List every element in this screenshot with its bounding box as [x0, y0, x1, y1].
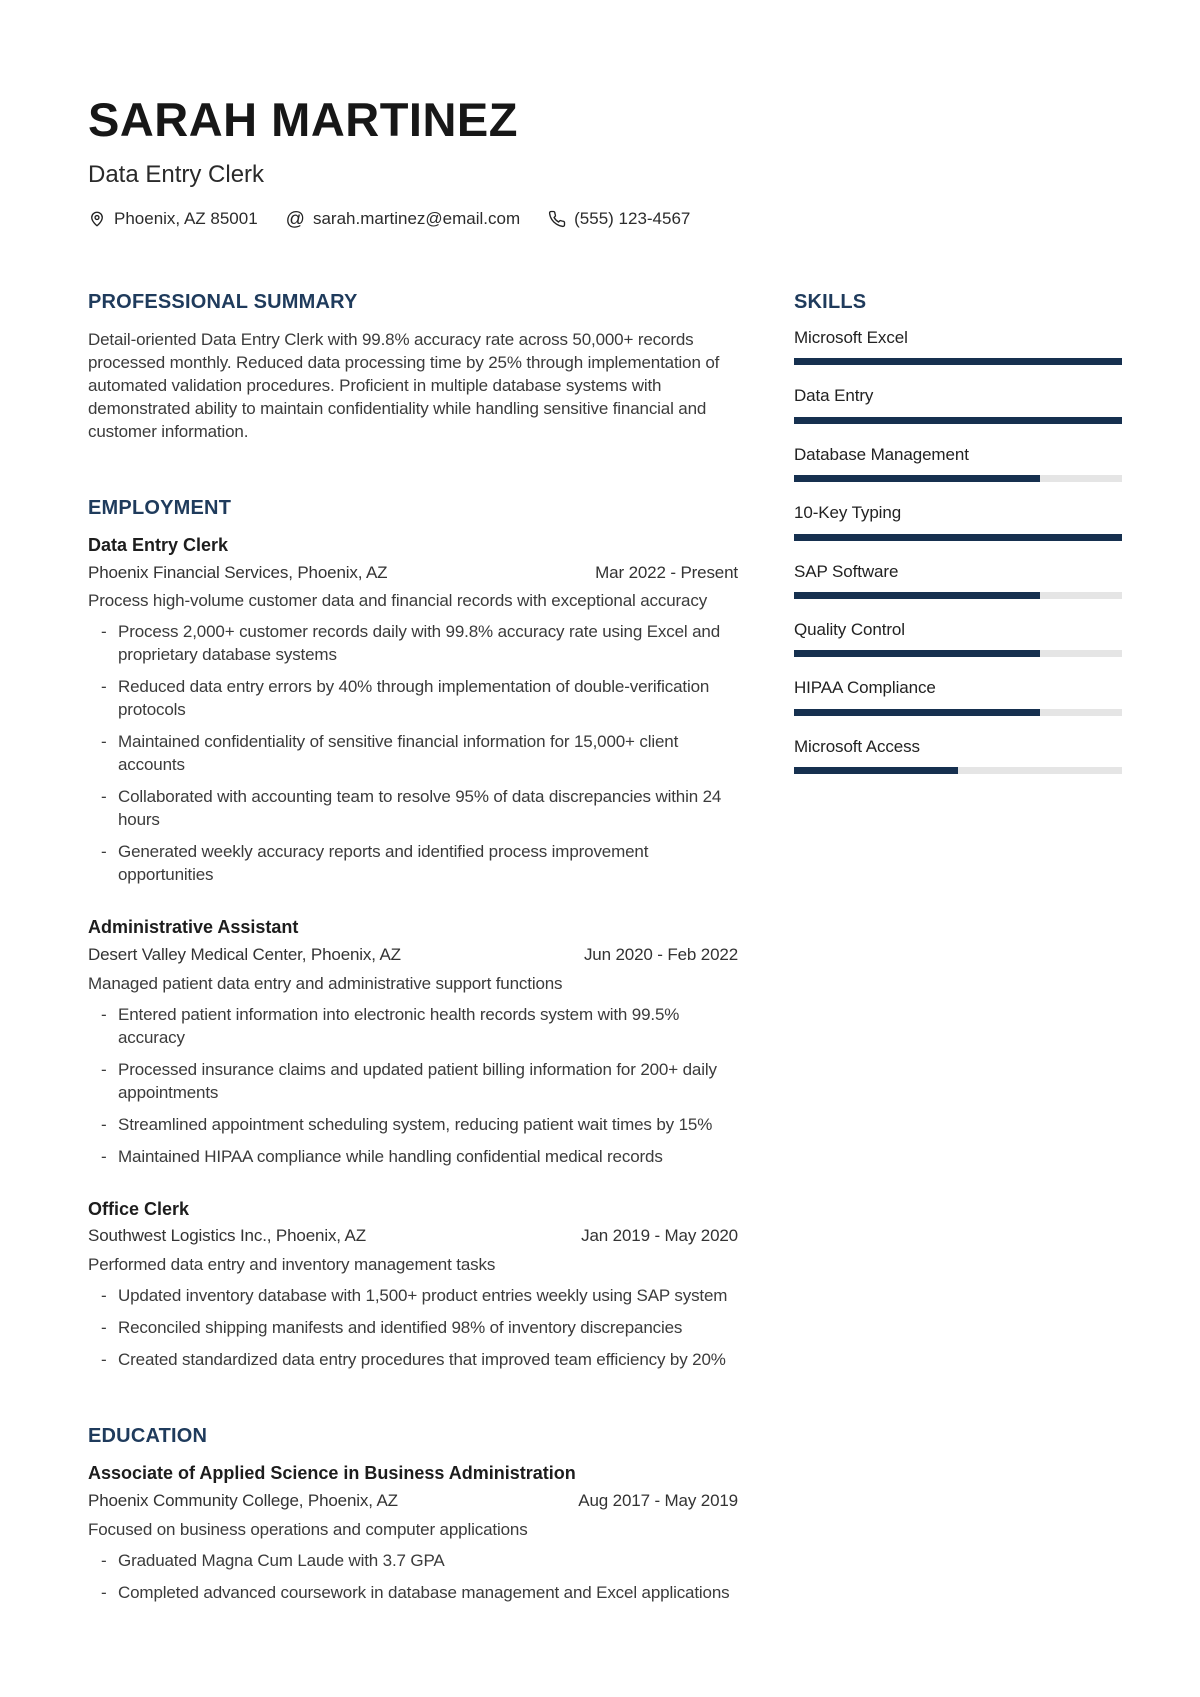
- skill-bar-track: [794, 767, 1122, 774]
- skills-heading: SKILLS: [794, 291, 867, 313]
- bullet-text: Reconciled shipping manifests and identified 98% of inventory discrepancies: [118, 1318, 683, 1338]
- skill-bar-fill: [794, 417, 1122, 424]
- skill-bar-track: [794, 650, 1122, 657]
- skill-bar-fill: [794, 534, 1122, 541]
- at-sign-icon: @: [285, 208, 305, 230]
- person-name: SARAH MARTINEZ: [88, 93, 518, 146]
- bullet-text: Processed insurance claims and updated patient billing information for 200+ daily appointments: [118, 1059, 717, 1102]
- job-meta: [88, 944, 738, 967]
- skill-label: 10-Key Typing: [794, 503, 902, 523]
- bullet-dash: -: [101, 732, 107, 752]
- job-dates: Jan 2019 - May 2020: [581, 1226, 738, 1246]
- education-dates: Aug 2017 - May 2019: [578, 1490, 738, 1510]
- person-job-title: Data Entry Clerk: [88, 161, 265, 188]
- bullet-dash: -: [101, 1286, 107, 1306]
- skills-section: [794, 291, 1122, 774]
- bullet-text: Entered patient information into electronic health records system with 99.5% accuracy: [118, 1004, 680, 1047]
- job-dates: Jun 2020 - Feb 2022: [583, 944, 738, 964]
- job-bullet: [88, 840, 738, 886]
- skill-item: [794, 445, 1122, 482]
- job-bullet: [88, 730, 738, 776]
- education-entry: [88, 1462, 738, 1603]
- bullet-text: Process 2,000+ customer records daily with 99.8% accuracy rate using Excel and proprietary database systems: [118, 622, 721, 665]
- job-bullet: [88, 1316, 738, 1339]
- bullet-dash: -: [101, 1146, 107, 1166]
- job-entry: [88, 534, 738, 886]
- job-description: Performed data entry and inventory management tasks: [88, 1255, 496, 1275]
- skill-label: Quality Control: [794, 619, 905, 639]
- bullet-dash: -: [101, 1004, 107, 1024]
- job-bullet: [88, 1348, 738, 1371]
- bullet-text: Reduced data entry errors by 40% through implementation of double-verification protocols: [118, 677, 710, 720]
- skill-label: Microsoft Access: [794, 736, 920, 756]
- bullet-text: Collaborated with accounting team to resolve 95% of data discrepancies within 24 hours: [118, 787, 722, 830]
- job-bullet-list: [88, 1284, 738, 1371]
- skill-item: [794, 562, 1122, 599]
- bullet-dash: -: [101, 787, 107, 807]
- job-title: Administrative Assistant: [88, 917, 299, 938]
- skill-bar-fill: [794, 475, 1040, 482]
- education-meta: [88, 1490, 738, 1513]
- skill-bar-fill: [794, 767, 958, 774]
- bullet-text: Created standardized data entry procedures that improved team efficiency by 20%: [118, 1350, 726, 1370]
- skill-bar-fill: [794, 358, 1122, 365]
- phone-icon: [548, 210, 566, 228]
- job-entry: [88, 916, 738, 1167]
- job-bullet: [88, 1058, 738, 1104]
- job-title: Office Clerk: [88, 1198, 190, 1219]
- skill-bar-track: [794, 475, 1122, 482]
- bullet-text: Maintained confidentiality of sensitive financial information for 15,000+ client accounts: [118, 732, 679, 775]
- summary-section: [88, 291, 738, 443]
- contact-location-text: Phoenix, AZ 85001: [114, 209, 258, 228]
- job-description: Process high-volume customer data and financial records with exceptional accuracy: [88, 591, 708, 611]
- skill-label: SAP Software: [794, 561, 899, 581]
- education-bullet-list: [88, 1549, 738, 1604]
- contact-email: [286, 209, 520, 229]
- job-entry: [88, 1198, 738, 1371]
- skill-label: Microsoft Excel: [794, 328, 908, 347]
- employment-heading: EMPLOYMENT: [88, 497, 232, 519]
- contact-row: [88, 209, 1116, 229]
- skills-list: [794, 328, 1122, 774]
- bullet-dash: -: [101, 1318, 107, 1338]
- job-bullet: [88, 1113, 738, 1136]
- job-organization: Southwest Logistics Inc., Phoenix, AZ: [88, 1226, 366, 1246]
- summary-text: Detail-oriented Data Entry Clerk with 99.8% accuracy rate across 50,000+ records processed monthly. Reduced data processing time by 25% through implementation of automated validation procedures. Proficient in multiple database systems with demonstrated ability to maintain confidentiality while handling sensitive financial and customer information.: [88, 330, 720, 441]
- education-bullet: [88, 1581, 738, 1604]
- job-bullet: [88, 1284, 738, 1307]
- skill-label: Data Entry: [794, 386, 874, 406]
- bullet-dash: -: [101, 842, 107, 862]
- job-bullet-list: [88, 620, 738, 886]
- job-organization: Phoenix Financial Services, Phoenix, AZ: [88, 562, 388, 582]
- employment-entries: [88, 534, 738, 1371]
- summary-heading: PROFESSIONAL SUMMARY: [88, 291, 358, 313]
- skill-bar-track: [794, 709, 1122, 716]
- employment-section: [88, 497, 738, 1371]
- bullet-text: Maintained HIPAA compliance while handling confidential medical records: [118, 1146, 663, 1166]
- skill-bar-track: [794, 592, 1122, 599]
- skill-item: [794, 620, 1122, 657]
- bullet-text: Generated weekly accuracy reports and identified process improvement opportunities: [118, 842, 649, 885]
- education-section: [88, 1425, 738, 1603]
- contact-phone-text: (555) 123-4567: [574, 209, 691, 228]
- right-column: [794, 291, 1122, 795]
- bullet-dash: -: [101, 1582, 107, 1602]
- skill-bar-track: [794, 534, 1122, 541]
- left-column: [88, 291, 738, 1613]
- education-organization: Phoenix Community College, Phoenix, AZ: [88, 1490, 398, 1510]
- education-heading: EDUCATION: [88, 1425, 208, 1448]
- resume-header: [88, 93, 1116, 230]
- job-bullet-list: [88, 1003, 738, 1168]
- skill-item: [794, 503, 1122, 540]
- contact-location: [88, 209, 258, 229]
- job-title: Data Entry Clerk: [88, 535, 229, 555]
- bullet-dash: -: [101, 622, 107, 642]
- skill-item: [794, 328, 1122, 365]
- resume-body: [88, 291, 1116, 1613]
- education-bullet: [88, 1549, 738, 1572]
- job-bullet: [88, 620, 738, 666]
- skill-bar-fill: [794, 650, 1040, 657]
- skill-bar-fill: [794, 709, 1040, 716]
- education-entries: [88, 1462, 738, 1603]
- bullet-dash: -: [101, 1059, 107, 1079]
- bullet-dash: -: [101, 677, 107, 697]
- job-meta: [88, 1225, 738, 1248]
- skill-bar-track: [794, 358, 1122, 365]
- bullet-dash: -: [101, 1350, 107, 1370]
- education-description: Focused on business operations and computer applications: [88, 1519, 528, 1539]
- skill-item: [794, 678, 1122, 715]
- job-dates: Mar 2022 - Present: [595, 562, 738, 582]
- location-pin-icon: [88, 210, 106, 228]
- job-bullet: [88, 785, 738, 831]
- job-bullet: [88, 1145, 738, 1168]
- job-bullet: [88, 675, 738, 721]
- job-bullet: [88, 1003, 738, 1049]
- bullet-text: Updated inventory database with 1,500+ product entries weekly using SAP system: [118, 1286, 728, 1306]
- contact-phone: [548, 209, 690, 229]
- bullet-dash: -: [101, 1114, 107, 1134]
- job-description: Managed patient data entry and administrative support functions: [88, 973, 563, 993]
- skill-bar-track: [794, 417, 1122, 424]
- bullet-dash: -: [101, 1550, 107, 1570]
- job-meta: [88, 562, 738, 585]
- education-title: Associate of Applied Science in Business Administration: [88, 1463, 576, 1484]
- skill-item: [794, 737, 1122, 774]
- bullet-text: Completed advanced coursework in database management and Excel applications: [118, 1582, 730, 1602]
- skill-item: [794, 386, 1122, 423]
- skill-label: HIPAA Compliance: [794, 678, 936, 698]
- skill-bar-fill: [794, 592, 1040, 599]
- bullet-text: Graduated Magna Cum Laude with 3.7 GPA: [118, 1550, 445, 1570]
- job-organization: Desert Valley Medical Center, Phoenix, AZ: [88, 944, 401, 964]
- skill-label: Database Management: [794, 444, 969, 464]
- bullet-text: Streamlined appointment scheduling system, reducing patient wait times by 15%: [118, 1114, 713, 1134]
- contact-email-text: sarah.martinez@email.com: [312, 209, 521, 228]
